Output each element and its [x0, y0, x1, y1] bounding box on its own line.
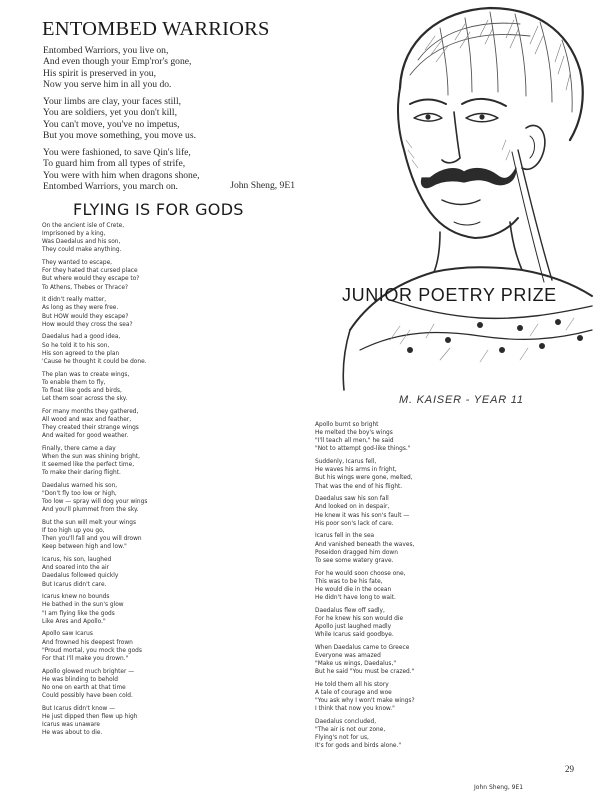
warrior-face — [398, 88, 518, 238]
stanza — [42, 333, 292, 366]
stanza — [42, 222, 292, 255]
poem-line: Let them soar across the sky. — [42, 395, 128, 402]
poem-line: To guard him from all types of strife, — [43, 158, 186, 170]
armour-rivets — [407, 319, 583, 353]
stanza — [42, 482, 292, 515]
poem-line: He melted the boy's wings — [315, 430, 393, 437]
poem-line: If too high up you go, — [42, 528, 105, 535]
poem-line: They could make anything. — [42, 247, 122, 254]
poem-line: And soared into the air — [42, 565, 110, 572]
poem-line: And frowned his deepest frown — [42, 639, 133, 646]
stanza — [315, 607, 515, 640]
poem-author: John Sheng, 9E1 — [474, 784, 524, 791]
warrior-brow-left — [410, 100, 446, 105]
poem-line: Suddenly, Icarus fell, — [315, 459, 377, 466]
poem-line: You are soldiers, yet you don't kill, — [43, 107, 177, 119]
stanza — [315, 495, 515, 528]
poem-line: But where would they escape to? — [42, 276, 140, 283]
warrior-brow-right — [462, 99, 506, 106]
poem-line: Your limbs are clay, your faces still, — [43, 96, 182, 108]
poem-line: A tale of courage and woe — [315, 690, 392, 697]
poem-line: To make their daring flight. — [42, 470, 121, 477]
poem-line: Daedalus had a good idea, — [42, 334, 121, 341]
poem-line: "Make us wings, Daedalus," — [315, 661, 397, 668]
stanza — [42, 556, 292, 589]
poem-line: For he would soon choose one, — [315, 570, 406, 577]
poem-line: And you'll plummet from the sky. — [42, 507, 139, 514]
poem-line: Icarus was unaware — [42, 721, 101, 728]
poem-line: He would die in the ocean — [315, 586, 392, 593]
poem-line: But Icarus didn't care. — [42, 581, 107, 588]
poem-line: On the ancient isle of Crete, — [42, 223, 125, 229]
poem-line: So he told it to his son, — [42, 342, 110, 349]
illustration-caption-junior-poetry-prize: JUNIOR POETRY PRIZE — [342, 285, 557, 305]
poem-line: He was blinding to behold — [42, 676, 119, 683]
poem-line: The plan was to create wings, — [42, 371, 130, 378]
stanza — [315, 458, 515, 491]
poem-line: Daedalus saw his son fall — [315, 496, 389, 503]
poem-entombed-warriors-body — [43, 45, 313, 198]
helmet-ridges — [410, 12, 572, 112]
warrior-nose — [442, 112, 460, 163]
poem-line: Finally, there came a day — [42, 445, 116, 452]
poem-line: For many months they gathered, — [42, 408, 139, 415]
stanza — [42, 668, 292, 701]
poem-line: Icarus fell in the sea — [315, 533, 375, 540]
poem-line: "Proud mortal, you mock the gods — [42, 647, 142, 654]
poem-line: Poseidon dragged him down — [315, 549, 398, 556]
stanza — [42, 259, 292, 292]
poem-line: He didn't have long to wait. — [315, 594, 396, 601]
poem-line: He waves his arms in fright, — [315, 467, 397, 474]
poem-line: For they hated that cursed place — [42, 268, 138, 275]
poem-line: But HOW would they escape? — [42, 313, 129, 320]
stanza — [42, 408, 292, 441]
poem-line: And vanished beneath the waves, — [315, 541, 415, 548]
poem-line: No one on earth at that time — [42, 684, 126, 691]
poem-line: Everyone was amazed — [315, 652, 381, 659]
poem-line: "Don't fly too low or high, — [42, 491, 117, 498]
stanza — [315, 570, 515, 603]
poem-line: To Athens, Thebes or Thrace? — [42, 284, 129, 291]
terracotta-warrior-illustration — [330, 0, 602, 412]
poem-line: All wood and wax and feather, — [42, 416, 132, 423]
poem-line: But his wings were gone, melted, — [315, 475, 413, 482]
poem-line: His poor son's lack of care. — [315, 520, 394, 527]
poem-line: When Daedalus came to Greece — [315, 644, 410, 651]
poem-line: He bathed in the sun's glow — [42, 602, 124, 609]
poem-line: It's for gods and birds alone." — [315, 743, 402, 750]
poem-line: When the sun was shining bright, — [42, 453, 140, 460]
poem-line: Icarus knew no bounds — [42, 594, 110, 601]
poem-title-entombed-warriors: ENTOMBED WARRIORS — [42, 18, 270, 40]
poem-line: I think that now you know." — [315, 706, 395, 713]
poem-line: But the sun will melt your wings — [42, 520, 137, 526]
stanza — [315, 421, 515, 454]
poem-line: His son agreed to the plan — [42, 350, 120, 357]
poem-flying-column-left — [42, 222, 292, 742]
poem-line: Keep between high and low." — [42, 544, 127, 551]
poem-line: And looked on in despair, — [315, 504, 390, 511]
poem-line: "The air is not our zone, — [315, 727, 386, 734]
poem-line: But he said "You must be crazed." — [315, 669, 415, 676]
poem-line: Like Ares and Apollo." — [42, 618, 106, 625]
poem-line: To float like gods and birds, — [42, 387, 122, 394]
poem-line: But you move something, you move us. — [43, 130, 196, 142]
poem-line: Imprisoned by a king, — [42, 231, 106, 238]
artist-signature: M. KAISER - YEAR 11 — [399, 394, 524, 406]
poem-line: While Icarus said goodbye. — [315, 632, 394, 639]
poem-line: "You ask why I won't make wings? — [315, 698, 415, 705]
poem-line: "I am flying like the gods — [42, 610, 115, 617]
poem-line: Was Daedalus and his son, — [42, 239, 121, 246]
poem-line: You were fashioned, to save Qin's life, — [43, 147, 191, 159]
poem-line: To enable them to fly, — [42, 379, 106, 386]
poem-line: For that I'll make you drown." — [42, 655, 129, 662]
poem-title-flying-is-for-gods: FLYING IS FOR GODS — [73, 200, 244, 219]
poem-line: Now you serve him in all you do. — [43, 79, 172, 91]
poem-line: Too low — spray will dog your wings — [42, 499, 148, 506]
poem-line: "I'll teach all men," he said — [315, 438, 394, 445]
warrior-moustache — [421, 168, 516, 188]
stanza — [315, 681, 515, 714]
stanza — [42, 593, 292, 626]
page-number: 29 — [565, 764, 574, 774]
poem-line: But Icarus didn't know — — [42, 705, 116, 712]
poem-line: How would they cross the sea? — [42, 321, 133, 328]
stanza — [42, 519, 292, 552]
warrior-neck — [434, 232, 440, 272]
poem-line: For he knew his son would die — [315, 615, 404, 622]
stanza — [43, 96, 313, 142]
poem-line: To see some watery grave. — [315, 557, 394, 564]
poem-line: Daedalus flew off sadly, — [315, 607, 385, 614]
poem-line: Flying's not for us, — [315, 735, 369, 742]
poem-line: Could possibly have been cold. — [42, 692, 133, 699]
poem-line: They wanted to escape, — [42, 260, 113, 267]
warrior-ear — [522, 125, 545, 169]
stanza — [315, 532, 515, 565]
poem-line: This was to be his fate, — [315, 578, 383, 585]
poem-line: He told them all his story — [315, 681, 389, 688]
poem-line: That was the end of his flight. — [315, 483, 403, 490]
poem-line: And even though your Emp'ror's gone, — [43, 56, 192, 68]
poem-line: You can't move, you've no impetus, — [43, 118, 180, 130]
poem-line: 'Cause he thought it could be done. — [42, 358, 147, 365]
stanza — [43, 45, 313, 91]
stanza — [42, 705, 292, 738]
poem-line: He just dipped then flew up high — [42, 713, 138, 720]
poem-line: Apollo saw Icarus — [42, 631, 93, 638]
stanza — [315, 718, 515, 751]
poem-flying-column-right — [315, 421, 515, 755]
stanza — [42, 445, 292, 478]
helmet-strap — [518, 150, 552, 280]
poem-line: He was about to die. — [42, 730, 103, 737]
poem-line: Apollo burnt so bright — [315, 422, 379, 428]
poem-line: Daedalus warned his son, — [42, 482, 118, 489]
poem-line: Apollo just laughed madly — [315, 623, 392, 630]
poem-line: Daedalus followed quickly — [42, 573, 119, 580]
poem-line: They created their strange wings — [42, 424, 139, 431]
poem-line: Apollo glowed much brighter — — [42, 668, 135, 675]
poem-line: It seemed like the perfect time, — [42, 462, 135, 469]
poem-line: Entombed Warriors, you live on, — [43, 45, 169, 56]
poem-line: You were with him when dragons shone, — [43, 169, 200, 181]
poem-line: Then you'll fall and you will drown — [42, 536, 142, 543]
poem-line: His spirit is preserved in you, — [43, 67, 156, 79]
poem-line: Daedalus concluded, — [315, 719, 377, 725]
stanza — [315, 644, 515, 677]
stanza — [42, 630, 292, 663]
warrior-mouth — [442, 200, 480, 205]
poem-line: "Not to attempt god-like things." — [315, 446, 411, 453]
poem-line: Icarus, his son, laughed — [42, 557, 112, 564]
poem-line: It didn't really matter, — [42, 297, 107, 304]
poem-line: He knew it was his son's fault — — [315, 512, 410, 519]
stanza — [42, 296, 292, 329]
stanza — [42, 371, 292, 404]
poem-line: And waited for good weather. — [42, 433, 129, 440]
poem-line: Entombed Warriors, you march on. — [43, 181, 178, 193]
poem-line: As long as they were free. — [42, 305, 119, 312]
poem-author: John Sheng, 9E1 — [230, 180, 295, 191]
